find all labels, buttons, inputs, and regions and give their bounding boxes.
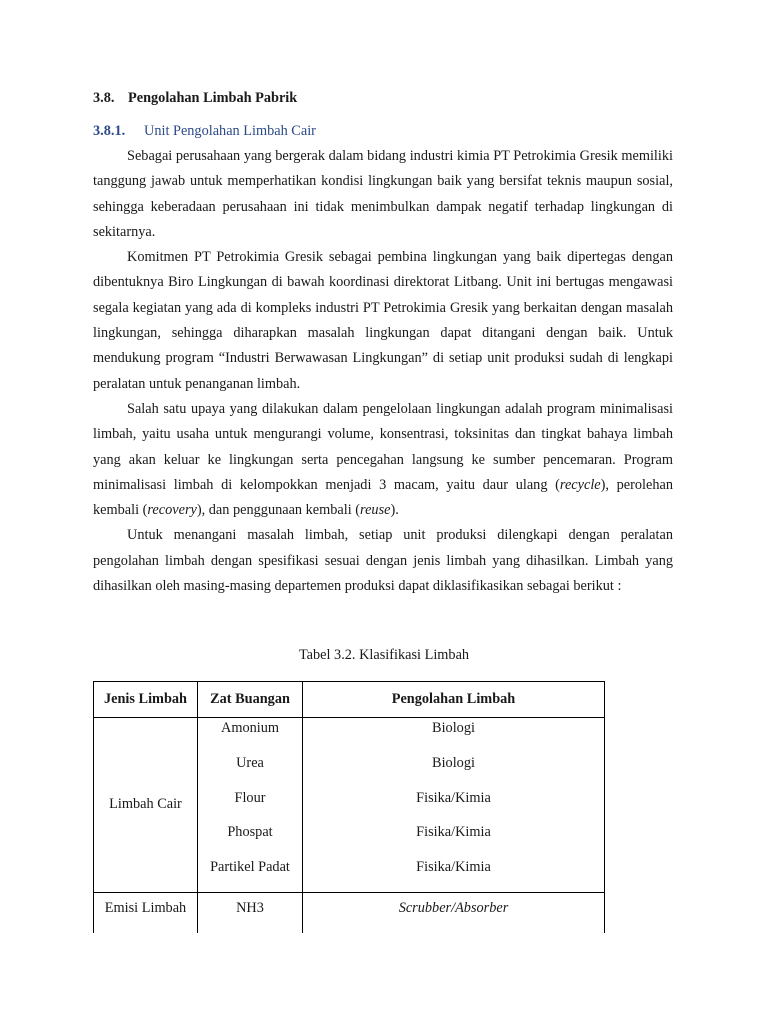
section-title: Pengolahan Limbah Pabrik bbox=[128, 90, 298, 106]
waste-classification-table bbox=[93, 681, 605, 933]
list-item: Phospat bbox=[227, 824, 273, 841]
list-item: Flour bbox=[234, 789, 266, 806]
subsection-number: 3.8.1. bbox=[93, 123, 126, 139]
pengolahan-scrubber bbox=[303, 892, 605, 933]
jenis-limbah-cair: Limbah Cair bbox=[94, 718, 198, 893]
pengolahan-scrubber-text: Scrubber/Absorber bbox=[398, 899, 509, 916]
paragraph-3-text-b: ), perolehan kembali ( bbox=[93, 476, 674, 519]
term-reuse: reuse bbox=[360, 502, 391, 519]
paragraph-4: Untuk menangani masalah limbah, setiap unit produksi dilengkapi dengan peralatan pengolahan limbah dengan spesifikasi sesuai dengan jenis limbah yang dihasilkan. Limbah yang dihasilkan oleh masing-masing departemen produksi dapat diklasifikasikan sebagai berikut : bbox=[93, 527, 673, 595]
paragraph-2: Komitmen PT Petrokimia Gresik sebagai pembina lingkungan yang baik dipertegas dengan dibentuknya Biro Lingkungan di bawah koordinasi direktorat Litbang. Unit ini bertugas mengawasi segala kegiatan yang ada di kompleks industri PT Petrokimia Gresik yang berkaitan dengan masalah lingkungan, sehingga diharapkan masalah lingkungan dapat ditangani dengan baik. Untuk mendukung program “Industri Berwawasan Lingkungan” di setiap unit produksi sudah di lengkapi peralatan untuk penanganan limbah. bbox=[93, 249, 673, 392]
paragraph-3-text-c: ), dan penggunaan kembali ( bbox=[196, 502, 361, 519]
table-row bbox=[94, 892, 605, 933]
term-recycle: recycle bbox=[559, 476, 601, 493]
list-item: Partikel Padat bbox=[210, 859, 290, 876]
header-pengolahan-limbah: Pengolahan Limbah bbox=[303, 682, 605, 718]
table-row bbox=[94, 718, 605, 893]
pengolahan-list bbox=[303, 718, 605, 893]
list-item: Fisika/Kimia bbox=[416, 789, 491, 806]
list-item: Fisika/Kimia bbox=[416, 859, 491, 876]
zat-buangan-list bbox=[198, 718, 303, 893]
list-item: Fisika/Kimia bbox=[416, 824, 491, 841]
list-item: Amonium bbox=[221, 720, 279, 736]
table-caption: Tabel 3.2. Klasifikasi Limbah bbox=[298, 647, 470, 663]
paragraph-3-text-a: Salah satu upaya yang dilakukan dalam pengelolaan lingkungan adalah program minimalisasi limbah, yaitu usaha untuk mengurangi volume, konsentrasi, toksinitas dan tingkat bahaya limbah yang akan keluar ke lingkungan serta pencegahan langsung ke sumber pencemaran. Program minimalisasi limbah di kelompokkan menjadi 3 macam, yaitu daur ulang ( bbox=[93, 400, 673, 493]
paragraph-1: Sebagai perusahaan yang bergerak dalam bidang industri kimia PT Petrokimia Gresik memiliki tanggung jawab untuk memperhatikan kondisi lingkungan baik yang bersifat teknis maupun sosial, sehingga keberadaan perusahaan ini tidak menimbulkan dampak negatif terhadap lingkungan di sekitarnya. bbox=[93, 148, 673, 240]
subsection-heading bbox=[93, 119, 673, 144]
list-item: Biologi bbox=[432, 720, 475, 736]
table-header-row bbox=[94, 682, 605, 718]
list-item: Urea bbox=[236, 754, 264, 771]
jenis-emisi-limbah: Emisi Limbah bbox=[94, 892, 198, 933]
document-body bbox=[93, 86, 673, 599]
term-recovery: recovery bbox=[147, 502, 197, 519]
list-item: Biologi bbox=[432, 754, 475, 771]
section-heading bbox=[93, 86, 673, 111]
section-number: 3.8. bbox=[93, 90, 115, 106]
zat-buangan-nh3: NH3 bbox=[198, 892, 303, 933]
header-jenis-limbah: Jenis Limbah bbox=[94, 682, 198, 718]
header-zat-buangan: Zat Buangan bbox=[198, 682, 303, 718]
paragraph-3 bbox=[93, 397, 673, 523]
subsection-title: Unit Pengolahan Limbah Cair bbox=[144, 123, 316, 139]
paragraph-3-text-d: ). bbox=[390, 502, 399, 519]
